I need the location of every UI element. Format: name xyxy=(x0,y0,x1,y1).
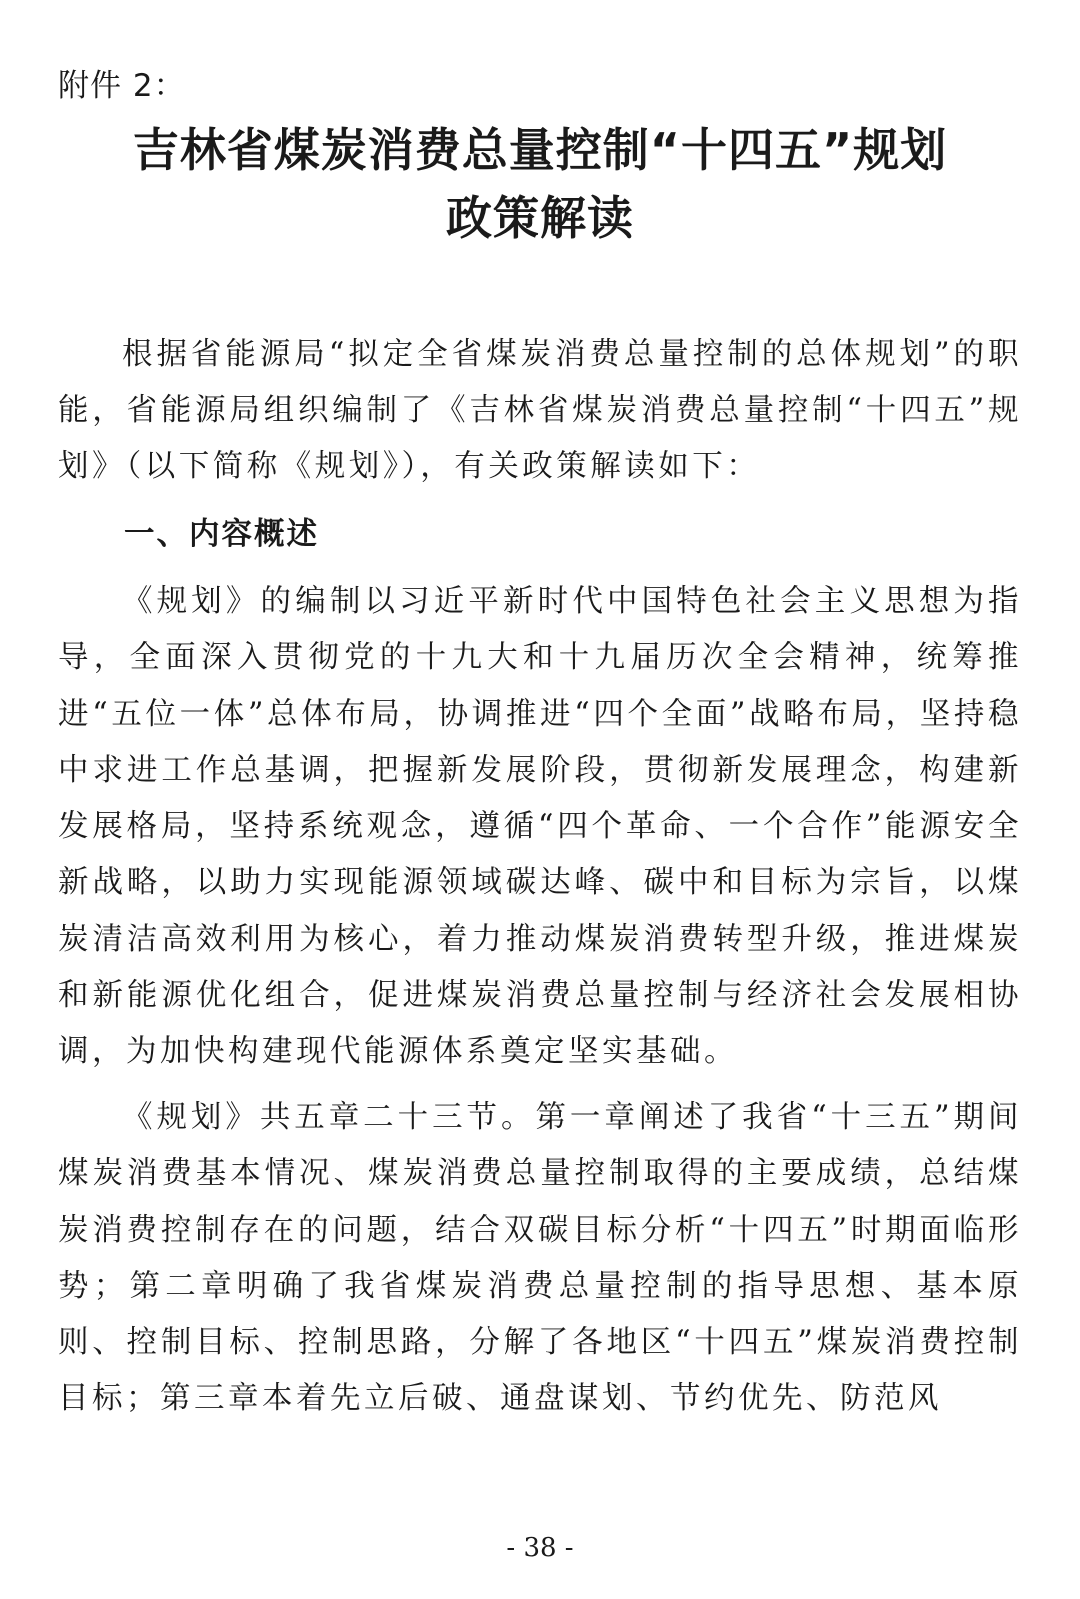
attachment-label: 附件 2： xyxy=(58,68,186,104)
intro-paragraph: 根据省能源局“拟定全省煤炭消费总量控制的总体规划”的职能，省能源局组织编制了《吉林省煤炭消费总量控制“十四五”规划》（以下简称《规划》），有关政策解读如下： xyxy=(58,337,1022,484)
document-title-line-2: 政策解读 xyxy=(446,191,634,245)
document-title-line-1: 吉林省煤炭消费总量控制“十四五”规划 xyxy=(132,123,948,177)
page-number: - 38 - xyxy=(506,1533,574,1563)
section-heading: 一、内容概述 xyxy=(124,517,319,552)
structure-paragraph: 《规划》共五章二十三节。第一章阐述了我省“十三五”期间煤炭消费基本情况、煤炭消费总量控制取得的主要成绩，总结煤炭消费控制存在的问题，结合双碳目标分析“十四五”时期面临形势；第二章明确了我省煤炭消费总量控制的指导思想、基本原则、控制目标、控制思路，分解了各地区“十四五”煤炭消费控制目标；第三章本着先立后破、通盘谋划、节约优先、防范风 xyxy=(58,1100,1022,1417)
overview-paragraph: 《规划》的编制以习近平新时代中国特色社会主义思想为指导，全面深入贯彻党的十九大和十九届历次全会精神，统筹推进“五位一体”总体布局，协调推进“四个全面”战略布局，坚持稳中求进工作总基调，把握新发展阶段，贯彻新发展理念，构建新发展格局，坚持系统观念，遵循“四个革命、一个合作”能源安全新战略，以助力实现能源领域碳达峰、碳中和目标为宗旨，以煤炭清洁高效利用为核心，着力推动煤炭消费转型升级，推进煤炭和新能源优化组合，促进煤炭消费总量控制与经济社会发展相协调，为加快构建现代能源体系奠定坚实基础。 xyxy=(58,584,1022,1070)
